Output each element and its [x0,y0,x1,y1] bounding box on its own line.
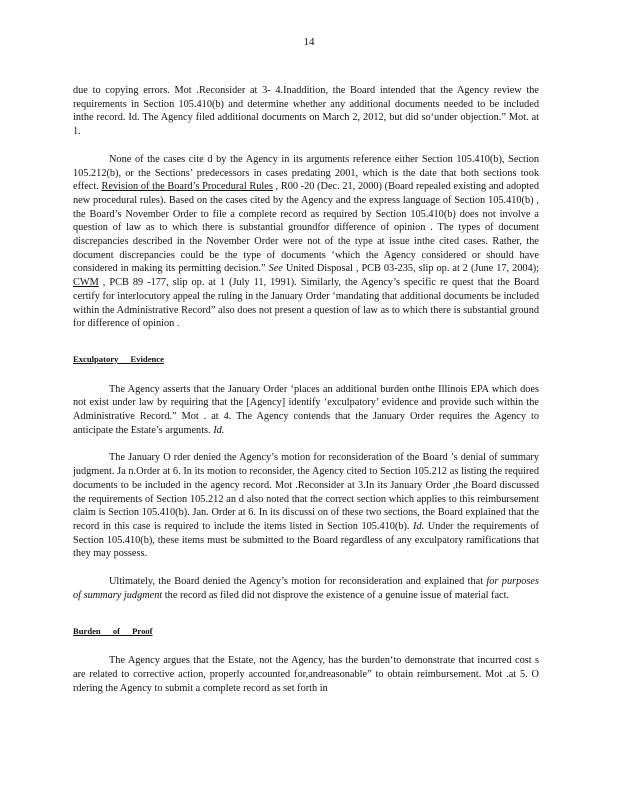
case-link-procedural-rules: Revision of the Board’s Procedural Rules [101,181,273,193]
text-segment: None of the cases cite d by the Agency in its arguments reference either Section 105.410(b), Section 105.212(b), or the Sections’ predecessors in cases predating 2001, which is the date that both sections took effect. [73,153,539,193]
text-segment: the record as filed did not disprove the existence of a genuine issue of material fact. [162,589,510,601]
text-segment: The Agency asserts that the January Order ‘places an additional burden onthe Illinois EPA which does not exist under law by requiring that the [Agency] identify ‘exculpatory’ evidence and provide such within the Administrative Record.” Mot . at 4. The Agency contends that the January Order requires the Agency to anticipate the Estate’s arguments. [73,383,539,436]
case-link-cwm: CWM [73,277,99,289]
document-body [73,84,539,709]
heading-burden-of-proof: Burden of Proof [73,625,153,636]
paragraph-january-order [73,451,539,561]
paragraph-ultimately [73,575,539,602]
text-segment: The January O rder denied the Agency’s motion for reconsideration of the Board ’s denial of summary judgment. Ja n.Order at 6. In its motion to reconsider, the Agency cited to Section 105.212 as listing the required documents to be included in the agency record. Mot .Reconsider at 3.In its January Order ,the Board discussed the requirements of Section 105.212 an d also noted that the correct section which applies to this reimbursement claim is Section 105.410(b). Jan. Order at 6. In its discussi on of these two sections, the Board explained that the record in this case is required to include the items listed in Section 105.410(b). [73,452,539,532]
page-number: 14 [303,36,315,48]
id-citation: Id. [213,424,225,436]
see-signal: See [268,263,283,275]
text-segment: Ultimately, the Board denied the Agency’s motion for reconsideration and explained that [109,576,487,588]
id-citation: Id. [413,520,425,532]
paragraph-agency-asserts [73,383,539,438]
text-segment: , R00 -20 (Dec. 21, 2000) (Board repealed existing and adopted new procedural rules). Based on the cases cited by the Agency and the express language of Section 105.410(b) , the Board’s November Order to file a complete record as required by Section 105.410(b) does not involve a question of law as to which there is substantial groundfor difference of opinion . The types of document discrepancies described in the November Order were not of the type at issue inthe cited cases. Rather, the document discrepancies could be the type of documents ‘which the Agency considered or should have considered in making its permitting decision.” [73,181,539,275]
italic-phrase: for purposes of summary judgment [73,576,539,601]
text-segment: United Disposal , PCB 03-235, slip op. at 2 (June 17, 2004); [282,263,539,275]
paragraph-burden: The Agency argues that the Estate, not the Agency, has the burden‘to demonstrate that incurred cost s are related to corrective action, properly accounted for,andreasonable” to obtain reimbursement. Mot .at 5. O rdering the Agency to submit a complete record as set forth in [73,655,539,694]
heading-exculpatory-evidence: Exculpatory Evidence [73,353,164,364]
text-segment: Under the requirements of Section 105.410(b), these items must be submitted to the Board regardless of any exculpatory ramifications that they may possess. [73,520,539,560]
paragraph-cases-cited [73,153,539,331]
paragraph-copying-errors: due to copying errors. Mot .Reconsider at 3- 4.Inaddition, the Board intended that the Agency review the requirements in Section 105.410(b) and determine whether any additional documents needed to be included inthe record. Id. The Agency filed additional documents on March 2, 2012, but did so‘under objection.” Mot. at 1. [73,85,539,138]
text-segment: , PCB 89 -177, slip op. at 1 (July 11, 1991). Similarly, the Agency’s specific re quest that the Board certify for interlocutory appeal the ruling in the January Order ‘mandating that additional documents be included within the Administrative Record” also does not present a question of law as to which there is substantial ground for difference of opinion . [73,277,539,330]
